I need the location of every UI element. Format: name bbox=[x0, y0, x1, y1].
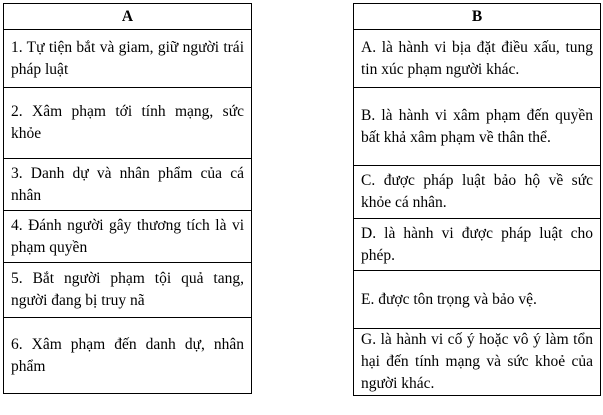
column-a-item-4: 4. Đánh người gây thương tích là vi phạm quyền bbox=[4, 211, 252, 263]
table-row bbox=[354, 88, 601, 166]
column-a-header: A bbox=[4, 4, 252, 30]
column-b-item-b: B. là hành vi xâm phạm đến quyền bất khả xâm phạm về thân thể. bbox=[354, 88, 601, 166]
column-b-item-c: C. được pháp luật bảo hộ về sức khỏe cá nhân. bbox=[354, 166, 601, 219]
table-row bbox=[354, 271, 601, 329]
table-row bbox=[4, 88, 252, 159]
column-a-item-1: 1. Tự tiện bắt và giam, giữ người trái pháp luật bbox=[4, 30, 252, 88]
column-a-item-2: 2. Xâm phạm tới tính mạng, sức khỏe bbox=[4, 88, 252, 159]
column-a-item-6: 6. Xâm phạm đến danh dự, nhân phẩm bbox=[4, 318, 252, 394]
column-b-item-e: E. được tôn trọng và bảo vệ. bbox=[354, 271, 601, 329]
column-b-item-g: G. là hành vi cố ý hoặc vô ý làm tổn hại đến tính mạng và sức khoẻ của người khác. bbox=[354, 329, 601, 396]
table-row bbox=[354, 30, 601, 88]
table-row bbox=[4, 211, 252, 263]
column-a-table bbox=[3, 3, 252, 394]
column-b-item-d: D. là hành vi được pháp luật cho phép. bbox=[354, 219, 601, 271]
table-row bbox=[4, 263, 252, 318]
table-row bbox=[354, 329, 601, 396]
column-b-header-row bbox=[354, 4, 601, 30]
column-b-table bbox=[353, 3, 601, 396]
table-row bbox=[4, 159, 252, 211]
table-row bbox=[354, 219, 601, 271]
table-row bbox=[4, 318, 252, 394]
column-a-item-5: 5. Bắt người phạm tội quả tang, người đang bị truy nã bbox=[4, 263, 252, 318]
column-a-item-3: 3. Danh dự và nhân phẩm của cá nhân bbox=[4, 159, 252, 211]
table-row bbox=[4, 30, 252, 88]
column-b-header: B bbox=[354, 4, 601, 30]
column-b-item-a: A. là hành vi bịa đặt điều xấu, tung tin xúc phạm người khác. bbox=[354, 30, 601, 88]
table-row bbox=[354, 166, 601, 219]
column-a-header-row bbox=[4, 4, 252, 30]
